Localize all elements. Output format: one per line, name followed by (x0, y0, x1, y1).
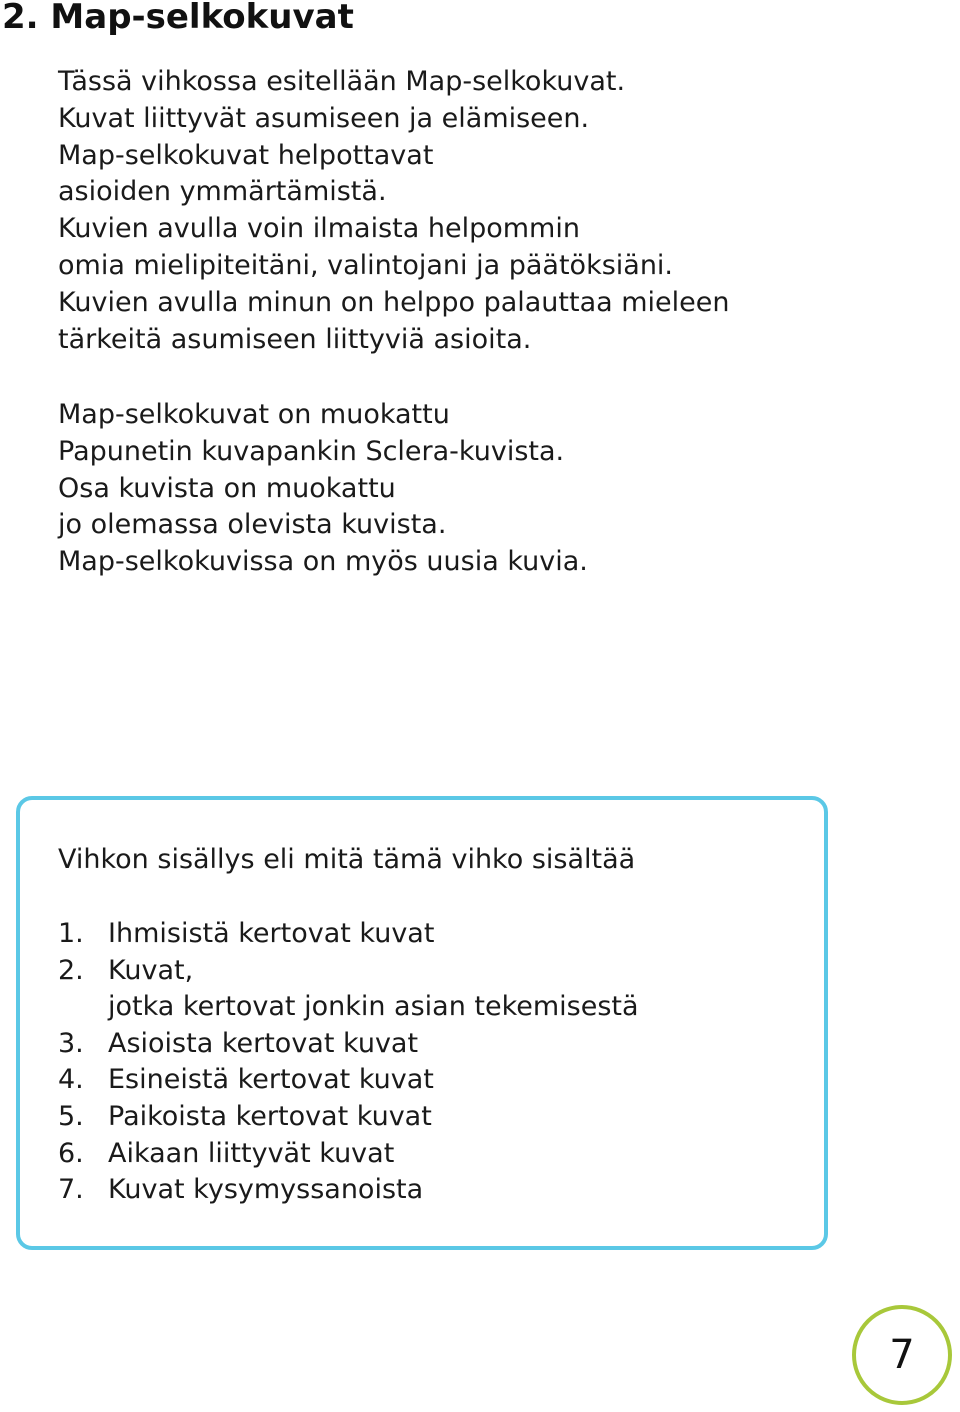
toc-item-text (108, 1172, 423, 1209)
source-note-line: jo olemassa olevista kuvista. (58, 509, 447, 541)
page-number: 7 (889, 1332, 915, 1378)
source-note-line: Map-selkokuvat on muokattu (58, 399, 450, 430)
toc-item (58, 1062, 639, 1099)
toc-item (58, 1136, 639, 1173)
source-note-paragraph (58, 397, 588, 581)
intro-line: Kuvat liittyvät asumiseen ja elämiseen. (58, 102, 590, 134)
toc-item (58, 1099, 639, 1136)
intro-line: Map-selkokuvat helpottavat (58, 139, 434, 171)
toc-item-line: jotka kertovat jonkin asian tekemisestä (108, 991, 639, 1023)
toc-item-text (108, 1062, 434, 1099)
toc-item-text (108, 1026, 418, 1063)
toc-item-number: 3. (58, 1027, 84, 1059)
toc-item-line: Ihmisistä kertovat kuvat (108, 918, 435, 949)
toc-item-line: Esineistä kertovat kuvat (108, 1064, 434, 1096)
toc-item-text (108, 1136, 394, 1173)
toc-item-number: 7. (58, 1174, 84, 1206)
intro-line: Tässä vihkossa esitellään Map-selkokuvat. (58, 66, 626, 97)
toc-item-number: 2. (58, 954, 84, 986)
toc-item-line: Paikoista kertovat kuvat (108, 1100, 432, 1132)
toc-item-text (108, 1099, 432, 1136)
toc-item-number: 4. (58, 1064, 84, 1096)
toc-item-number: 6. (58, 1137, 84, 1169)
toc-list (58, 916, 639, 1209)
page-number-badge (852, 1305, 952, 1405)
toc-item-number: 5. (58, 1100, 84, 1132)
intro-line: Kuvien avulla minun on helppo palauttaa mieleen (58, 286, 730, 318)
intro-line: omia mielipiteitäni, valintojani ja päätöksiäni. (58, 249, 674, 281)
toc-item-number: 1. (58, 918, 84, 949)
toc-item-text (108, 953, 639, 1026)
toc-item-line: Kuvat, (108, 954, 194, 986)
toc-title: Vihkon sisällys eli mitä tämä vihko sisältää (58, 844, 636, 875)
toc-item (58, 916, 639, 953)
toc-item-line: Asioista kertovat kuvat (108, 1027, 419, 1059)
toc-item (58, 953, 639, 1026)
toc-item-line: Aikaan liittyvät kuvat (108, 1137, 395, 1169)
toc-item-text (108, 916, 434, 953)
page-heading: 2. Map-selkokuvat (2, 0, 354, 37)
intro-paragraph (58, 64, 730, 358)
intro-line: tärkeitä asumiseen liittyviä asioita. (58, 323, 532, 355)
toc-item-line: Kuvat kysymyssanoista (108, 1174, 424, 1206)
source-note-line: Papunetin kuvapankin Sclera-kuvista. (58, 435, 565, 467)
toc-item (58, 1026, 639, 1063)
source-note-line: Osa kuvista on muokattu (58, 472, 396, 504)
toc-item (58, 1172, 639, 1209)
intro-line: asioiden ymmärtämistä. (58, 176, 387, 208)
source-note-line: Map-selkokuvissa on myös uusia kuvia. (58, 546, 588, 578)
intro-line: Kuvien avulla voin ilmaista helpommin (58, 213, 580, 245)
